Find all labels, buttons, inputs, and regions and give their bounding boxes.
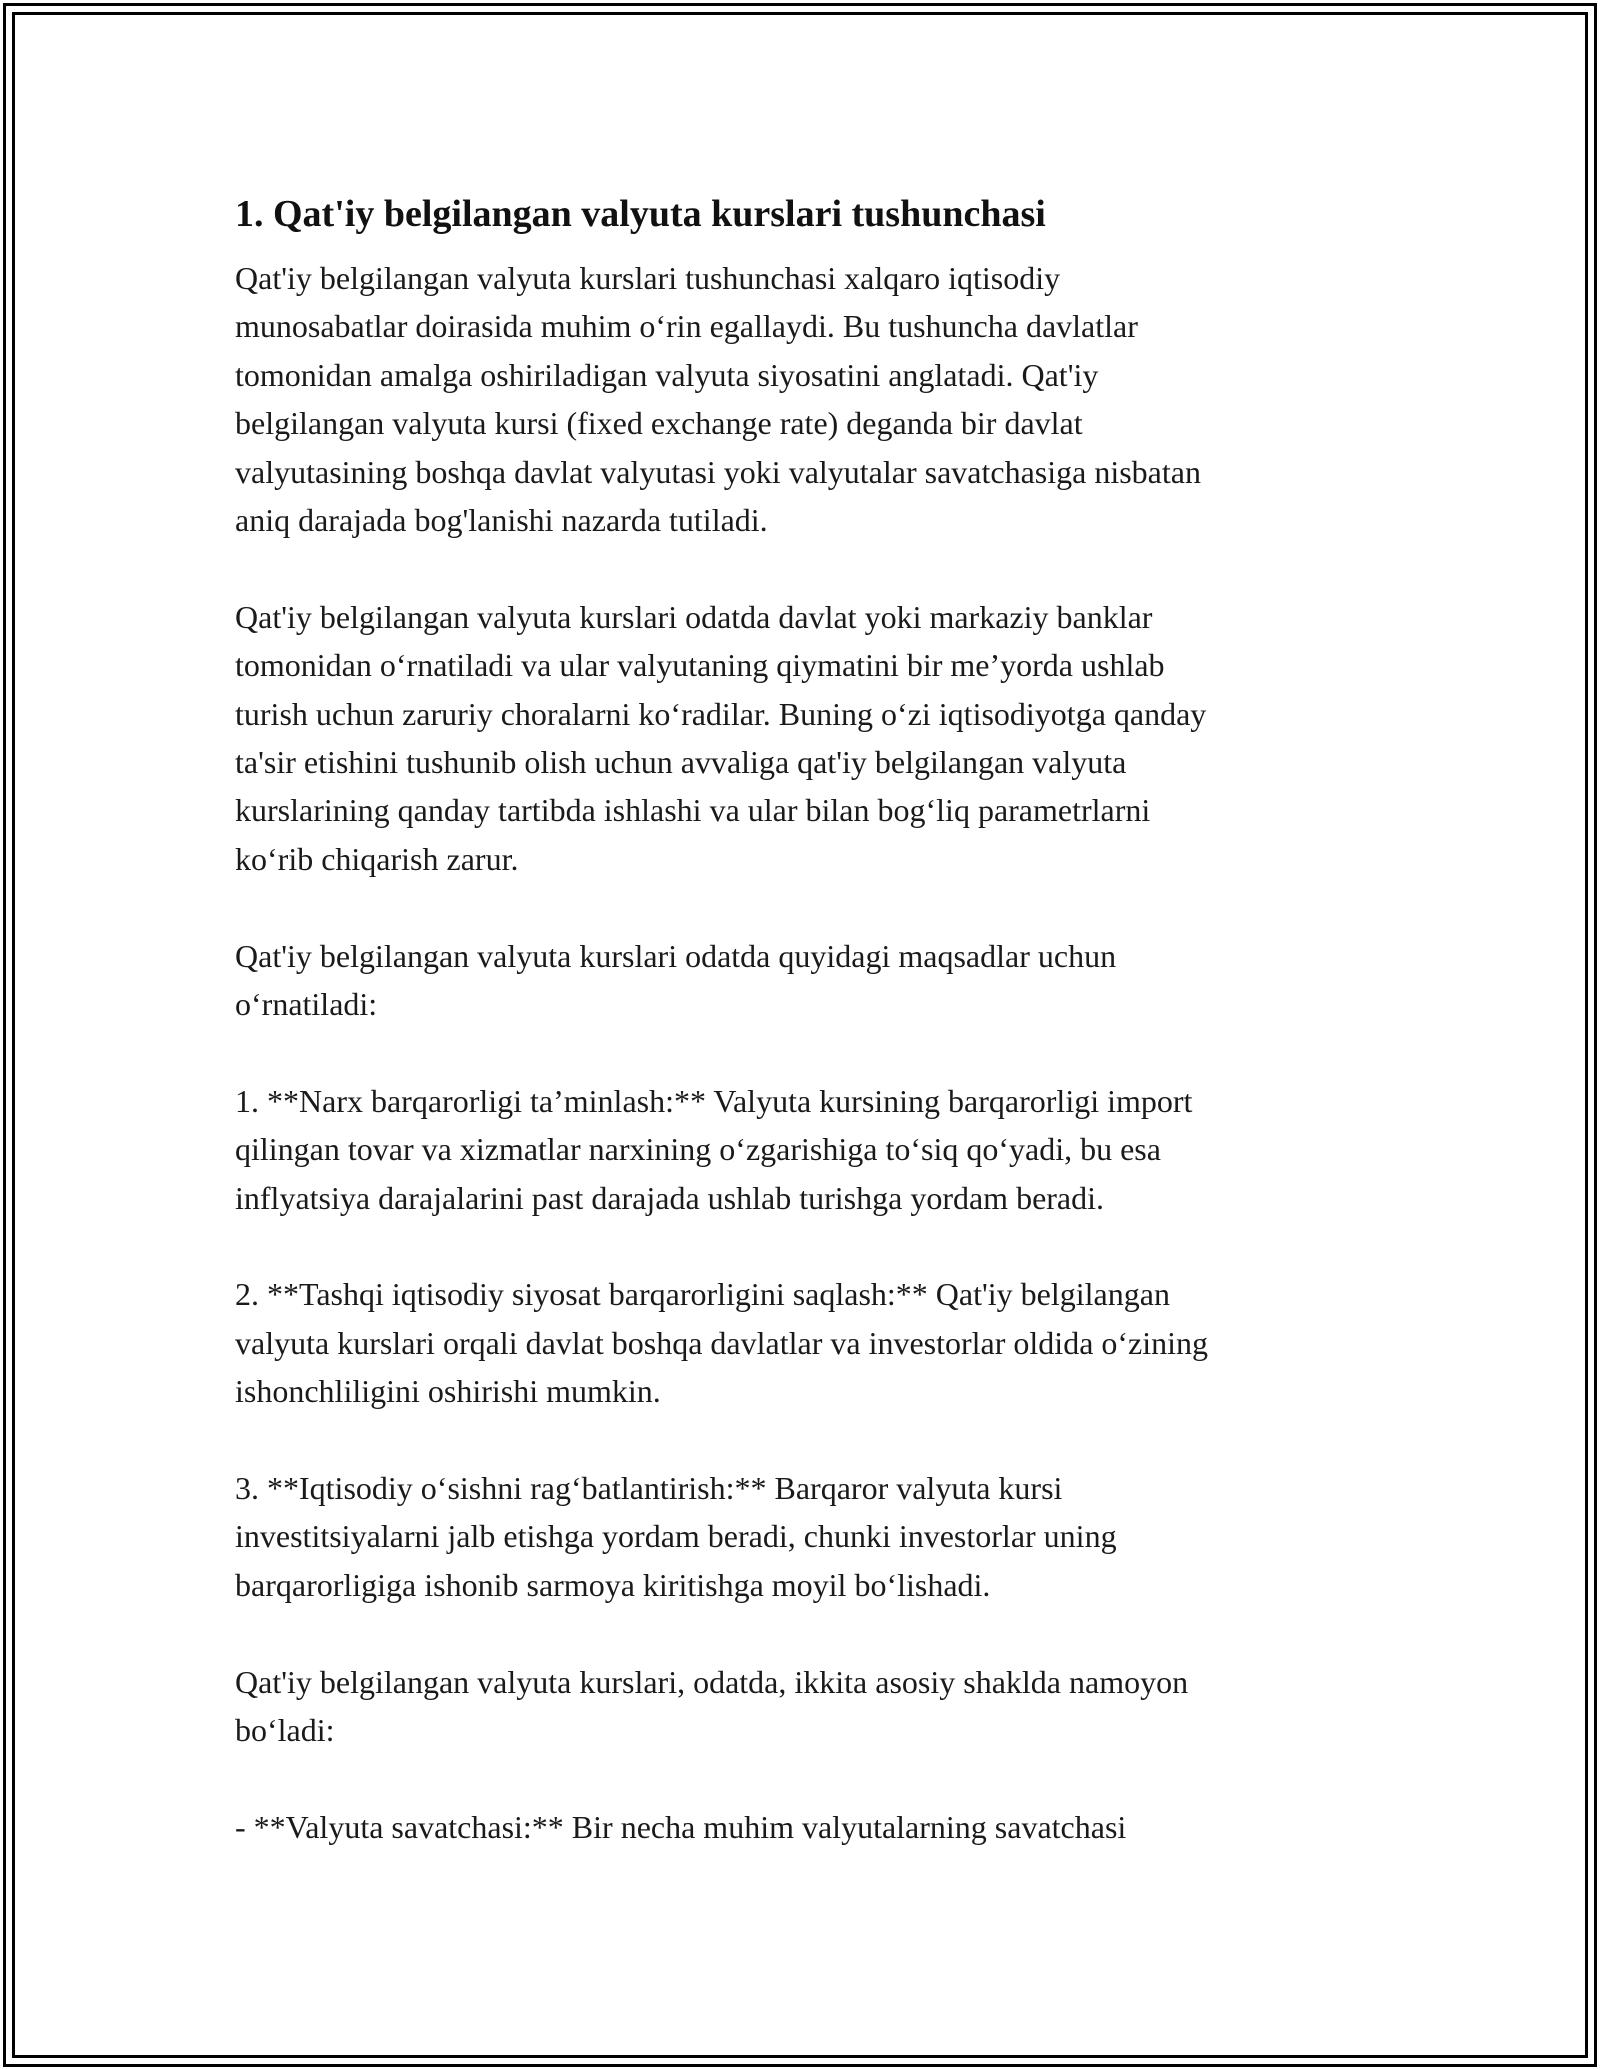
text-line: kurslarining qanday tartibda ishlashi va ular bilan bog‘liq parametrlarni: [235, 792, 1151, 829]
text-line: Qat'iy belgilangan valyuta kurslari tushunchasi xalqaro iqtisodiy: [235, 260, 1061, 296]
text-line: ta'sir etishini tushunib olish uchun avvaliga qat'iy belgilangan valyuta: [235, 744, 1127, 781]
text-line: - **Valyuta savatchasi:** Bir necha muhim valyutalarning savatchasi: [235, 1808, 1127, 1845]
paragraph-intro: [235, 254, 1365, 544]
text-line: Qat'iy belgilangan valyuta kurslari, odatda, ikkita asosiy shaklda namoyon: [235, 1663, 1189, 1700]
text-line: aniq darajada bog'lanishi nazarda tutiladi.: [235, 502, 768, 539]
paragraph-purposes-intro: [235, 932, 1365, 1029]
text-line: barqarorligiga ishonib sarmoya kiritishga moyil bo‘lishadi.: [235, 1566, 991, 1603]
list-item-currency-basket: [235, 1803, 1365, 1851]
text-line: o‘rnatiladi:: [235, 986, 378, 1023]
section-heading: 1. Qat'iy belgilangan valyuta kurslari tushunchasi: [235, 193, 1046, 235]
text-line: 1. **Narx barqarorligi ta’minlash:** Valyuta kursining barqarorligi import: [235, 1082, 1193, 1119]
text-line: 2. **Tashqi iqtisodiy siyosat barqarorligini saqlash:** Qat'iy belgilangan: [235, 1276, 1170, 1313]
text-line: investitsiyalarni jalb etishga yordam beradi, chunki investorlar uning: [235, 1518, 1117, 1555]
text-line: qilingan tovar va xizmatlar narxining o‘zgarishiga to‘siq qo‘yadi, bu esa: [235, 1131, 1161, 1168]
paragraph-two-forms: [235, 1658, 1365, 1755]
text-line: tomonidan amalga oshiriladigan valyuta siyosatini anglatadi. Qat'iy: [235, 356, 1099, 393]
text-line: turish uchun zaruriy choralarni ko‘radilar. Buning o‘zi iqtisodiyotga qanday: [235, 695, 1207, 732]
list-item-external-policy: [235, 1270, 1365, 1415]
text-line: ishonchliligini oshirishi mumkin.: [235, 1373, 661, 1410]
text-line: inflyatsiya darajalarini past darajada ushlab turishga yordam beradi.: [235, 1179, 1105, 1216]
text-line: munosabatlar doirasida muhim o‘rin egallaydi. Bu tushuncha davlatlar: [235, 308, 1138, 345]
text-line: valyuta kurslari orqali davlat boshqa davlatlar va investorlar oldida o‘zining: [235, 1324, 1209, 1361]
paragraph-central-banks: [235, 593, 1365, 883]
document-body: [235, 186, 1365, 1900]
text-line: tomonidan o‘rnatiladi va ular valyutaning qiymatini bir me’yorda ushlab: [235, 647, 1165, 684]
text-line: Qat'iy belgilangan valyuta kurslari odatda davlat yoki markaziy banklar: [235, 598, 1153, 635]
text-line: belgilangan valyuta kursi (fixed exchange rate) deganda bir davlat: [235, 405, 1083, 442]
text-line: 3. **Iqtisodiy o‘sishni rag‘batlantirish:** Barqaror valyuta kursi: [235, 1470, 1063, 1507]
text-line: bo‘ladi:: [235, 1712, 335, 1749]
text-line: ko‘rib chiqarish zarur.: [235, 840, 519, 877]
text-line: valyutasining boshqa davlat valyutasi yoki valyutalar savatchasiga nisbatan: [235, 453, 1201, 490]
text-line: Qat'iy belgilangan valyuta kurslari odatda quyidagi maqsadlar uchun: [235, 937, 1117, 974]
list-item-economic-growth: [235, 1464, 1365, 1609]
list-item-price-stability: [235, 1077, 1365, 1222]
